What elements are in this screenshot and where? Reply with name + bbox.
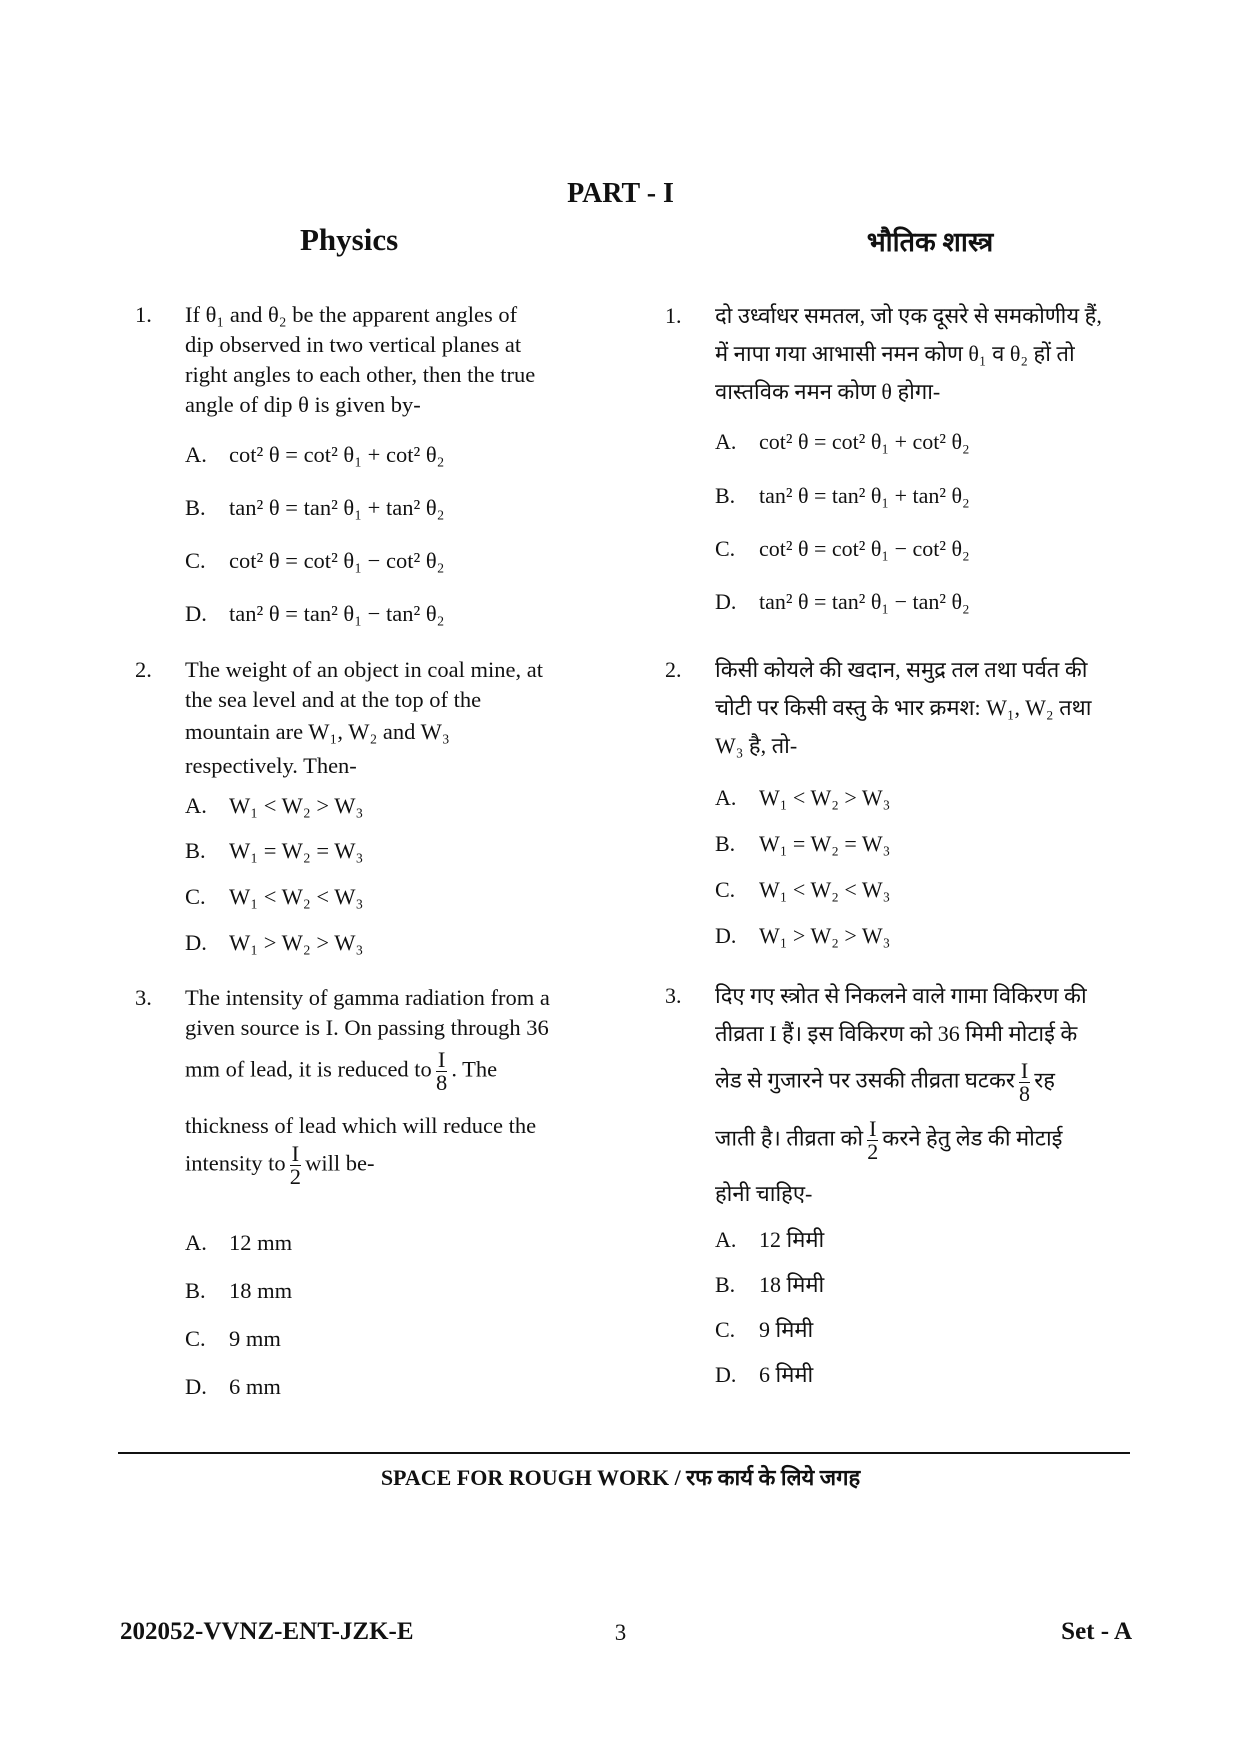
option-text: cot² θ = cot² θ₁ − cot² θ₂ — [229, 548, 445, 573]
option-a — [185, 791, 605, 821]
question-line: तीव्रता I हैं। इस विकिरण को 36 मिमी मोटाई के — [715, 1021, 1078, 1046]
option-b — [715, 1267, 1135, 1303]
option-d — [185, 1372, 605, 1402]
option-text: tan² θ = tan² θ₁ − tan² θ₂ — [229, 601, 445, 626]
option-text: 12 मिमी — [759, 1227, 825, 1252]
option-label: C. — [715, 877, 736, 902]
question-line: वास्तविक नमन कोण θ होगा- — [715, 379, 941, 404]
option-text: W₁ = W₂ = W₃ — [229, 838, 364, 863]
question-line: W₃ है, तो- — [715, 733, 798, 758]
text-before-fraction: लेड से गुजारने पर उसकी तीव्रता घटकर — [715, 1067, 1015, 1093]
fraction-i-over-8 — [1019, 1060, 1030, 1105]
question-number: 2. — [135, 657, 152, 682]
option-text: W₁ < W₂ < W₃ — [759, 877, 891, 902]
text-after-fraction: . The — [451, 1056, 498, 1082]
option-d — [715, 1357, 1135, 1393]
option-a — [715, 424, 1135, 460]
option-text: 6 mm — [229, 1374, 281, 1399]
fraction-i-over-8 — [436, 1049, 448, 1094]
option-text: 18 मिमी — [759, 1272, 825, 1297]
option-label: A. — [185, 1230, 207, 1255]
fraction-denominator: 2 — [289, 1164, 301, 1189]
question-number: 3. — [665, 983, 682, 1008]
option-text: W₁ < W₂ > W₃ — [759, 785, 891, 810]
option-label: B. — [185, 495, 206, 520]
page-number: 3 — [614, 1620, 627, 1645]
fraction-numerator: I — [291, 1141, 300, 1166]
rough-work-divider — [118, 1452, 1130, 1454]
rough-work-label: SPACE FOR ROUGH WORK / रफ कार्य के लिये जगह — [380, 1465, 861, 1490]
part-title: PART - I — [567, 178, 674, 209]
question-line: The weight of an object in coal mine, at — [185, 657, 544, 682]
section-title-hindi: भौतिक शास्त्र — [866, 227, 994, 257]
question-line: होनी चाहिए- — [715, 1181, 813, 1206]
option-label: C. — [185, 884, 206, 909]
option-text: 6 मिमी — [759, 1362, 814, 1387]
question-line: If θ₁ and θ₂ be the apparent angles of — [185, 302, 518, 327]
fraction-numerator: I — [437, 1047, 446, 1072]
text-after-fraction: रह — [1034, 1067, 1055, 1093]
option-text: W₁ > W₂ > W₃ — [759, 923, 891, 948]
question-line: दो उर्ध्वाधर समतल, जो एक दूसरे से समकोणीय हैं, — [715, 303, 1102, 328]
option-label: B. — [715, 483, 736, 508]
option-label: D. — [715, 923, 737, 948]
option-text: 9 मिमी — [759, 1317, 814, 1342]
question-line: दिए गए स्त्रोत से निकलने वाले गामा विकिरण की — [715, 983, 1087, 1008]
hindi-column — [665, 0, 1135, 1440]
text-after-fraction: will be- — [305, 1150, 375, 1176]
option-text: W₁ < W₂ < W₃ — [229, 884, 364, 909]
option-c — [715, 872, 1135, 908]
fraction-denominator: 8 — [435, 1070, 448, 1095]
option-label: A. — [715, 1227, 737, 1252]
option-label: A. — [185, 442, 207, 467]
fraction-denominator: 8 — [1019, 1081, 1031, 1106]
option-label: B. — [715, 1272, 736, 1297]
option-label: B. — [715, 831, 736, 856]
option-d — [715, 918, 1135, 954]
text-before-fraction: mm of lead, it is reduced to — [185, 1056, 432, 1082]
question-line: dip observed in two vertical planes at — [185, 332, 522, 357]
option-b — [185, 1276, 605, 1306]
option-text: cot² θ = cot² θ₁ + cot² θ₂ — [759, 429, 970, 454]
question-line: right angles to each other, then the true — [185, 362, 536, 387]
question-line: किसी कोयले की खदान, समुद्र तल तथा पर्वत की — [715, 657, 1088, 682]
question-line: the sea level and at the top of the — [185, 687, 482, 712]
option-label: A. — [715, 785, 737, 810]
option-a — [715, 780, 1135, 816]
option-text: tan² θ = tan² θ₁ − tan² θ₂ — [759, 589, 970, 614]
option-label: D. — [185, 601, 207, 626]
question-number: 1. — [135, 302, 152, 327]
option-label: C. — [185, 1326, 206, 1351]
option-text: tan² θ = tan² θ₁ + tan² θ₂ — [229, 495, 445, 520]
option-c — [185, 1324, 605, 1354]
question-line: given source is I. On passing through 36 — [185, 1015, 549, 1040]
option-c — [715, 531, 1135, 567]
option-a — [185, 440, 605, 470]
option-label: C. — [715, 1317, 736, 1342]
fraction-i-over-2 — [867, 1118, 878, 1163]
option-c — [715, 1312, 1135, 1348]
option-b — [185, 493, 605, 523]
paper-code: 202052-VVNZ-ENT-JZK-E — [120, 1618, 414, 1645]
option-text: W₁ = W₂ = W₃ — [759, 831, 891, 856]
set-label: Set - A — [1061, 1618, 1132, 1645]
option-c — [185, 882, 605, 912]
option-d — [715, 584, 1135, 620]
option-a — [185, 1228, 605, 1258]
question-line: angle of dip θ is given by- — [185, 392, 421, 417]
question-number: 1. — [665, 303, 682, 328]
question-line: The intensity of gamma radiation from a — [185, 985, 550, 1010]
option-label: C. — [185, 548, 206, 573]
option-label: B. — [185, 838, 206, 863]
question-line: thickness of lead which will reduce the — [185, 1113, 537, 1138]
option-text: W₁ < W₂ > W₃ — [229, 793, 364, 818]
english-column — [135, 0, 605, 1440]
option-label: C. — [715, 536, 736, 561]
question-line-with-fraction — [715, 1060, 1135, 1105]
option-text: W₁ > W₂ > W₃ — [229, 930, 364, 955]
option-label: A. — [715, 429, 737, 454]
option-d — [185, 599, 605, 629]
question-line: में नापा गया आभासी नमन कोण θ₁ व θ₂ हों तो — [715, 341, 1075, 366]
question-number: 3. — [135, 985, 152, 1010]
option-b — [185, 836, 605, 866]
option-text: 12 mm — [229, 1230, 293, 1255]
option-c — [185, 546, 605, 576]
option-d — [185, 928, 605, 958]
option-label: D. — [715, 1362, 737, 1387]
option-text: 18 mm — [229, 1278, 293, 1303]
fraction-numerator: I — [1020, 1058, 1029, 1083]
option-a — [715, 1222, 1135, 1258]
question-line-with-fraction — [715, 1118, 1135, 1163]
text-before-fraction: intensity to — [185, 1150, 286, 1176]
question-line: respectively. Then- — [185, 753, 357, 778]
question-number: 2. — [665, 657, 682, 682]
option-label: A. — [185, 793, 207, 818]
text-after-fraction: करने हेतु लेड की मोटाई — [882, 1125, 1063, 1151]
option-text: tan² θ = tan² θ₁ + tan² θ₂ — [759, 483, 970, 508]
option-label: D. — [715, 589, 737, 614]
text-before-fraction: जाती है। तीव्रता को — [715, 1125, 864, 1151]
option-b — [715, 826, 1135, 862]
question-line-with-fraction — [185, 1143, 605, 1188]
option-label: D. — [185, 930, 207, 955]
option-label: B. — [185, 1278, 206, 1303]
fraction-numerator: I — [869, 1116, 877, 1141]
section-title-english: Physics — [300, 222, 399, 257]
option-b — [715, 478, 1135, 514]
question-line: चोटी पर किसी वस्तु के भार क्रमश: W₁, W₂ तथा — [715, 695, 1092, 720]
option-label: D. — [185, 1374, 207, 1399]
option-text: 9 mm — [229, 1326, 281, 1351]
question-line-with-fraction — [185, 1049, 605, 1094]
fraction-denominator: 2 — [867, 1139, 879, 1164]
fraction-i-over-2 — [290, 1143, 302, 1188]
question-line: mountain are W₁, W₂ and W₃ — [185, 719, 450, 744]
option-text: cot² θ = cot² θ₁ − cot² θ₂ — [759, 536, 970, 561]
option-text: cot² θ = cot² θ₁ + cot² θ₂ — [229, 442, 445, 467]
